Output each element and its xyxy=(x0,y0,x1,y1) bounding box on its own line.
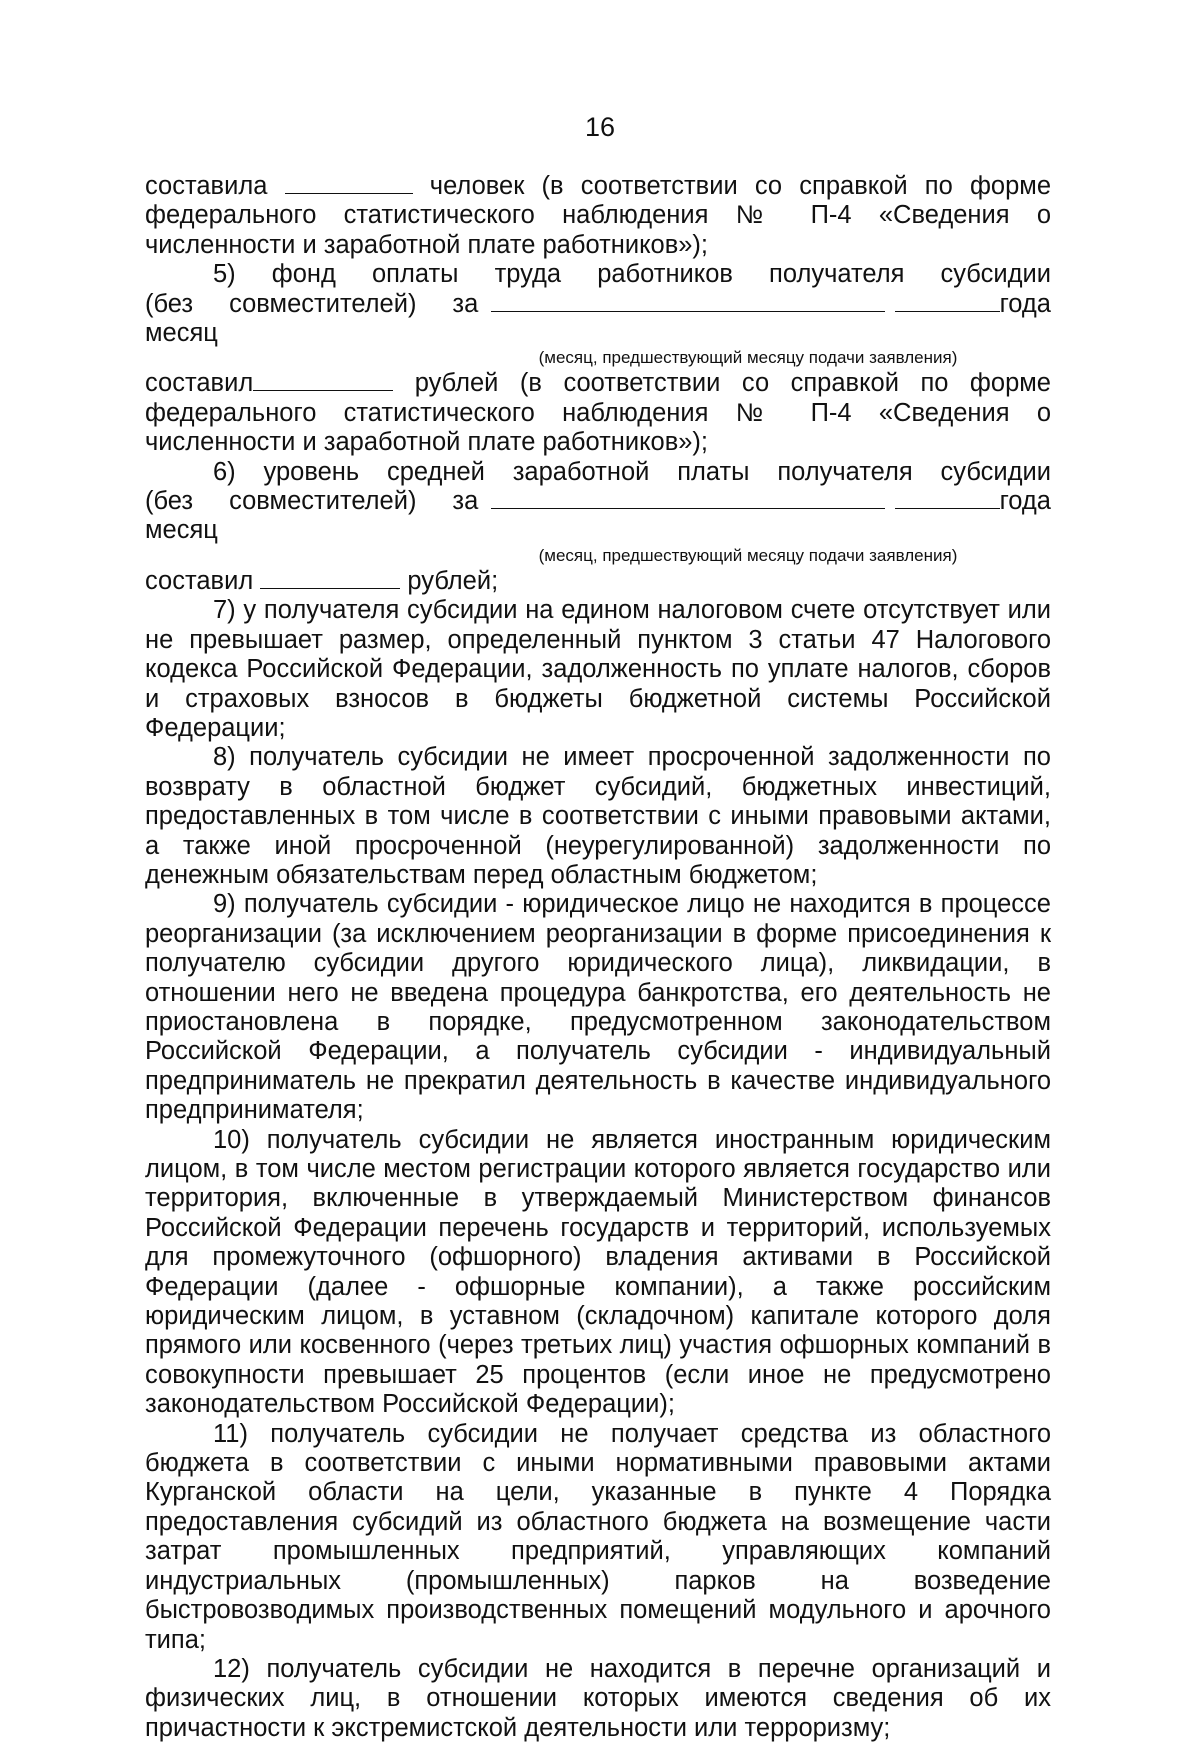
paragraph-6-amount xyxy=(145,567,1051,596)
p6-composed: составил xyxy=(145,566,254,595)
paragraph-5-amount xyxy=(145,369,1051,457)
p4-word-before: составила xyxy=(145,172,268,200)
page-number: 16 xyxy=(584,112,616,142)
paragraph-10: 10) получатель субсидии не является иностранным юридическим лицом, в том числе местом регистрации которого является государство или территория, включенные в утверждаемый Министерством финансов Российской Федерации перечень государств и территорий, используемых для промежуточного (офшорного) владения активами в Российской Федерации (далее - офшорные компании), а также российским юридическим лицом, в уставном (складочном) капитале которого доля прямого или косвенного (через третьих лиц) участия офшорных компаний в совокупности превышает 25 процентов (если иное не предусмотрено законодательством Российской Федерации); xyxy=(145,1125,1051,1419)
headcount-blank xyxy=(285,173,413,194)
paragraph-5-month-row xyxy=(145,290,1051,349)
p5-amount-blank xyxy=(253,370,393,391)
p6-month-caption: (месяц, предшествующий месяцу подачи заявления) xyxy=(538,545,958,565)
p5-year-word: года xyxy=(999,289,1051,318)
p6-text-after: рублей; xyxy=(407,566,499,595)
p5-text-after: рублей (в соответствии со справкой по форме федерального статистического наблюдения № П-4 «Сведения о численности и заработной плате работников»); xyxy=(145,369,1051,457)
p6-amount-blank xyxy=(260,568,400,589)
p4-text-after: человек (в соответствии со справкой по форме федерального статистического наблюдения № П-4 «Сведения о численности и заработной плате работников»); xyxy=(145,172,1051,259)
paragraph-5-lead: 5) фонд оплаты труда работников получателя субсидии xyxy=(213,260,1051,289)
p6-month-label: (без совместителей) за месяц xyxy=(145,487,479,545)
p5-composed: составил xyxy=(145,369,254,398)
p5-month-blank xyxy=(491,291,885,312)
paragraph-11: 11) получатель субсидии не получает средства из областного бюджета в соответствии с иными нормативными правовыми актами Курганской области на цели, указанные в пункте 4 Порядка предоставления субсидий из областного бюджета на возмещение части затрат промышленных предприятий, управляющих компаний индустриальных (промышленных) парков на возведение быстровозводимых производственных помещений модульного и арочного типа; xyxy=(145,1419,1051,1654)
p5-month-caption: (месяц, предшествующий месяцу подачи заявления) xyxy=(538,348,958,368)
paragraph-9: 9) получатель субсидии - юридическое лицо не находится в процессе реорганизации (за исключением реорганизации в форме присоединения к получателю субсидии другого юридического лица), ликвидации, в отношении него не введена процедура банкротства, его деятельность не приостановлена в порядке, предусмотренном законодательством Российской Федерации, а получатель субсидии - индивидуальный предприниматель не прекратил деятельность в качестве индивидуального предпринимателя; xyxy=(145,890,1051,1125)
paragraph-6-month-row xyxy=(145,487,1051,546)
paragraph-4-tail xyxy=(145,172,1051,260)
document-body xyxy=(145,172,1051,1743)
p6-year-word: года xyxy=(999,487,1051,516)
p5-month-label: (без совместителей) за месяц xyxy=(145,289,479,348)
paragraph-6-lead: 6) уровень средней заработной платы получателя субсидии xyxy=(213,457,1051,486)
paragraph-8: 8) получатель субсидии не имеет просроченной задолженности по возврату в областной бюджет субсидий, бюджетных инвестиций, предоставленных в том числе в соответствии с иными правовыми актами, а также иной просроченной (неурегулированной) задолженности по денежным обязательствам перед областным бюджетом; xyxy=(145,743,1051,889)
paragraph-7: 7) у получателя субсидии на едином налоговом счете отсутствует или не превышает размер, определенный пунктом 3 статьи 47 Налогового кодекса Российской Федерации, задолженность по уплате налогов, сборов и страховых взносов в бюджеты бюджетной системы Российской Федерации; xyxy=(145,596,1051,742)
p6-year-blank xyxy=(895,488,1000,509)
p5-year-blank xyxy=(895,291,1000,312)
p6-month-blank xyxy=(491,488,885,509)
paragraph-12: 12) получатель субсидии не находится в перечне организаций и физических лиц, в отношении которых имеются сведения об их причастности к экстремистской деятельности или терроризму; xyxy=(145,1654,1051,1742)
